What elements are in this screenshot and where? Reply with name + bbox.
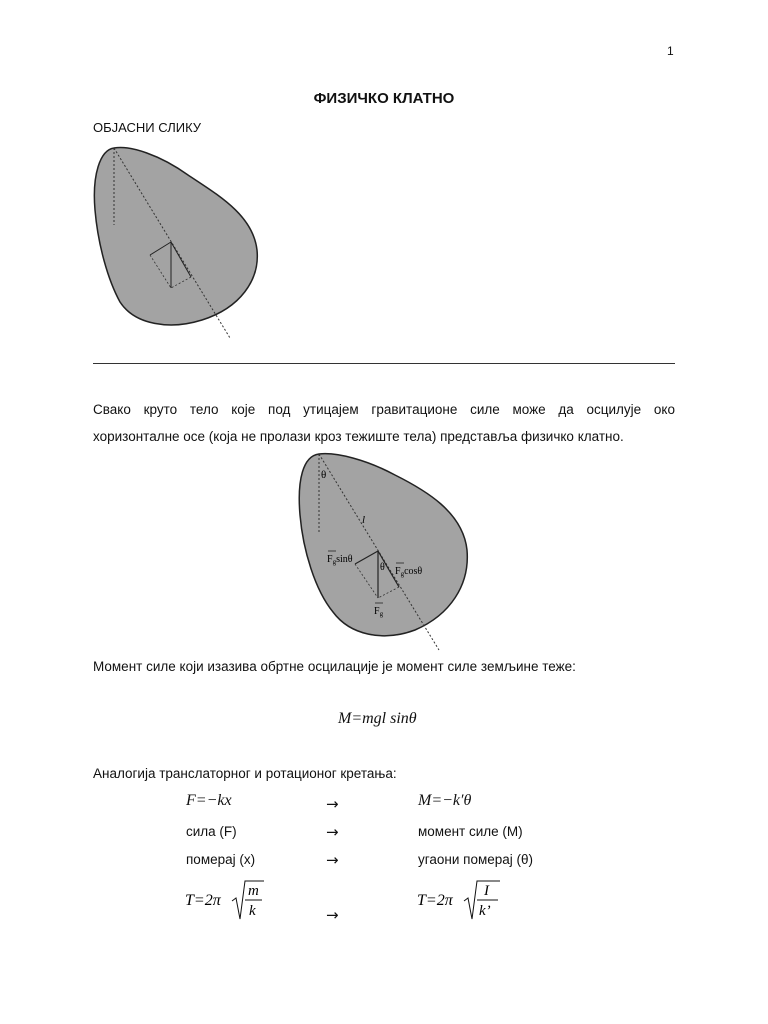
period-formula-rotational — [414, 875, 514, 923]
svg-text:k: k — [249, 903, 256, 919]
rigid-body-shape — [94, 147, 257, 324]
moment-formula: M=mgl sinθ — [338, 710, 417, 727]
analogy-left-1: сила (F) — [186, 824, 237, 839]
label-length: l — [362, 514, 366, 526]
page-title: ФИЗИЧКО КЛАТНО — [313, 90, 455, 107]
label-fg-sin — [327, 551, 353, 566]
torque-formula: M=−k′θ — [418, 792, 472, 809]
arrow-icon: → — [326, 795, 339, 813]
hooke-formula: F=−kx — [186, 792, 232, 809]
svg-text:T=2π: T=2π — [417, 892, 453, 909]
arrow-icon: → — [326, 823, 339, 841]
period-formula-translational — [182, 875, 272, 923]
svg-text:T=2π: T=2π — [185, 892, 221, 909]
horizontal-divider — [93, 363, 675, 364]
rigid-body-shape — [299, 454, 467, 636]
moment-text: Момент силе који изазива обртне осцилације је момент силе земљине теже: — [93, 659, 576, 674]
analogy-right-1: момент силе (M) — [418, 824, 523, 839]
pendulum-figure-labeled — [295, 450, 475, 655]
svg-text:Fg: $F_g$ — [374, 606, 384, 618]
analogy-right-2: угаони померај (θ) — [418, 852, 534, 867]
svg-text:Fgsinθ: $F_g\sin\theta$ — [327, 554, 353, 566]
svg-text:I: I — [484, 883, 489, 899]
pendulum-sketch-small — [90, 140, 265, 345]
svg-text:k’: k’ — [479, 903, 491, 919]
arrow-icon: → — [326, 851, 339, 869]
label-theta: θ — [321, 469, 327, 481]
svg-text:m: m — [248, 883, 259, 899]
label-fg-cos — [395, 563, 422, 578]
intro-paragraph — [93, 396, 675, 450]
analogy-intro: Аналогија транслаторног и ротационог кретања: — [93, 766, 397, 781]
section-subheading: ОБЈАСНИ СЛИКУ — [93, 120, 202, 135]
analogy-left-2: померај (x) — [186, 852, 256, 867]
svg-text:Fgcosθ: $F_g\cos\theta$ — [395, 566, 423, 578]
arrow-icon: → — [326, 906, 339, 924]
paragraph-line-1: Свако круто тело које под утицајем гравитационе силе може да осцилује око — [93, 402, 675, 417]
paragraph-line-2: хоризонталне осе (која не пролази кроз тежиште тела) представља физичко клатно. — [93, 429, 624, 444]
label-theta-center: θ — [380, 562, 385, 573]
page-number: 1 — [667, 44, 674, 58]
